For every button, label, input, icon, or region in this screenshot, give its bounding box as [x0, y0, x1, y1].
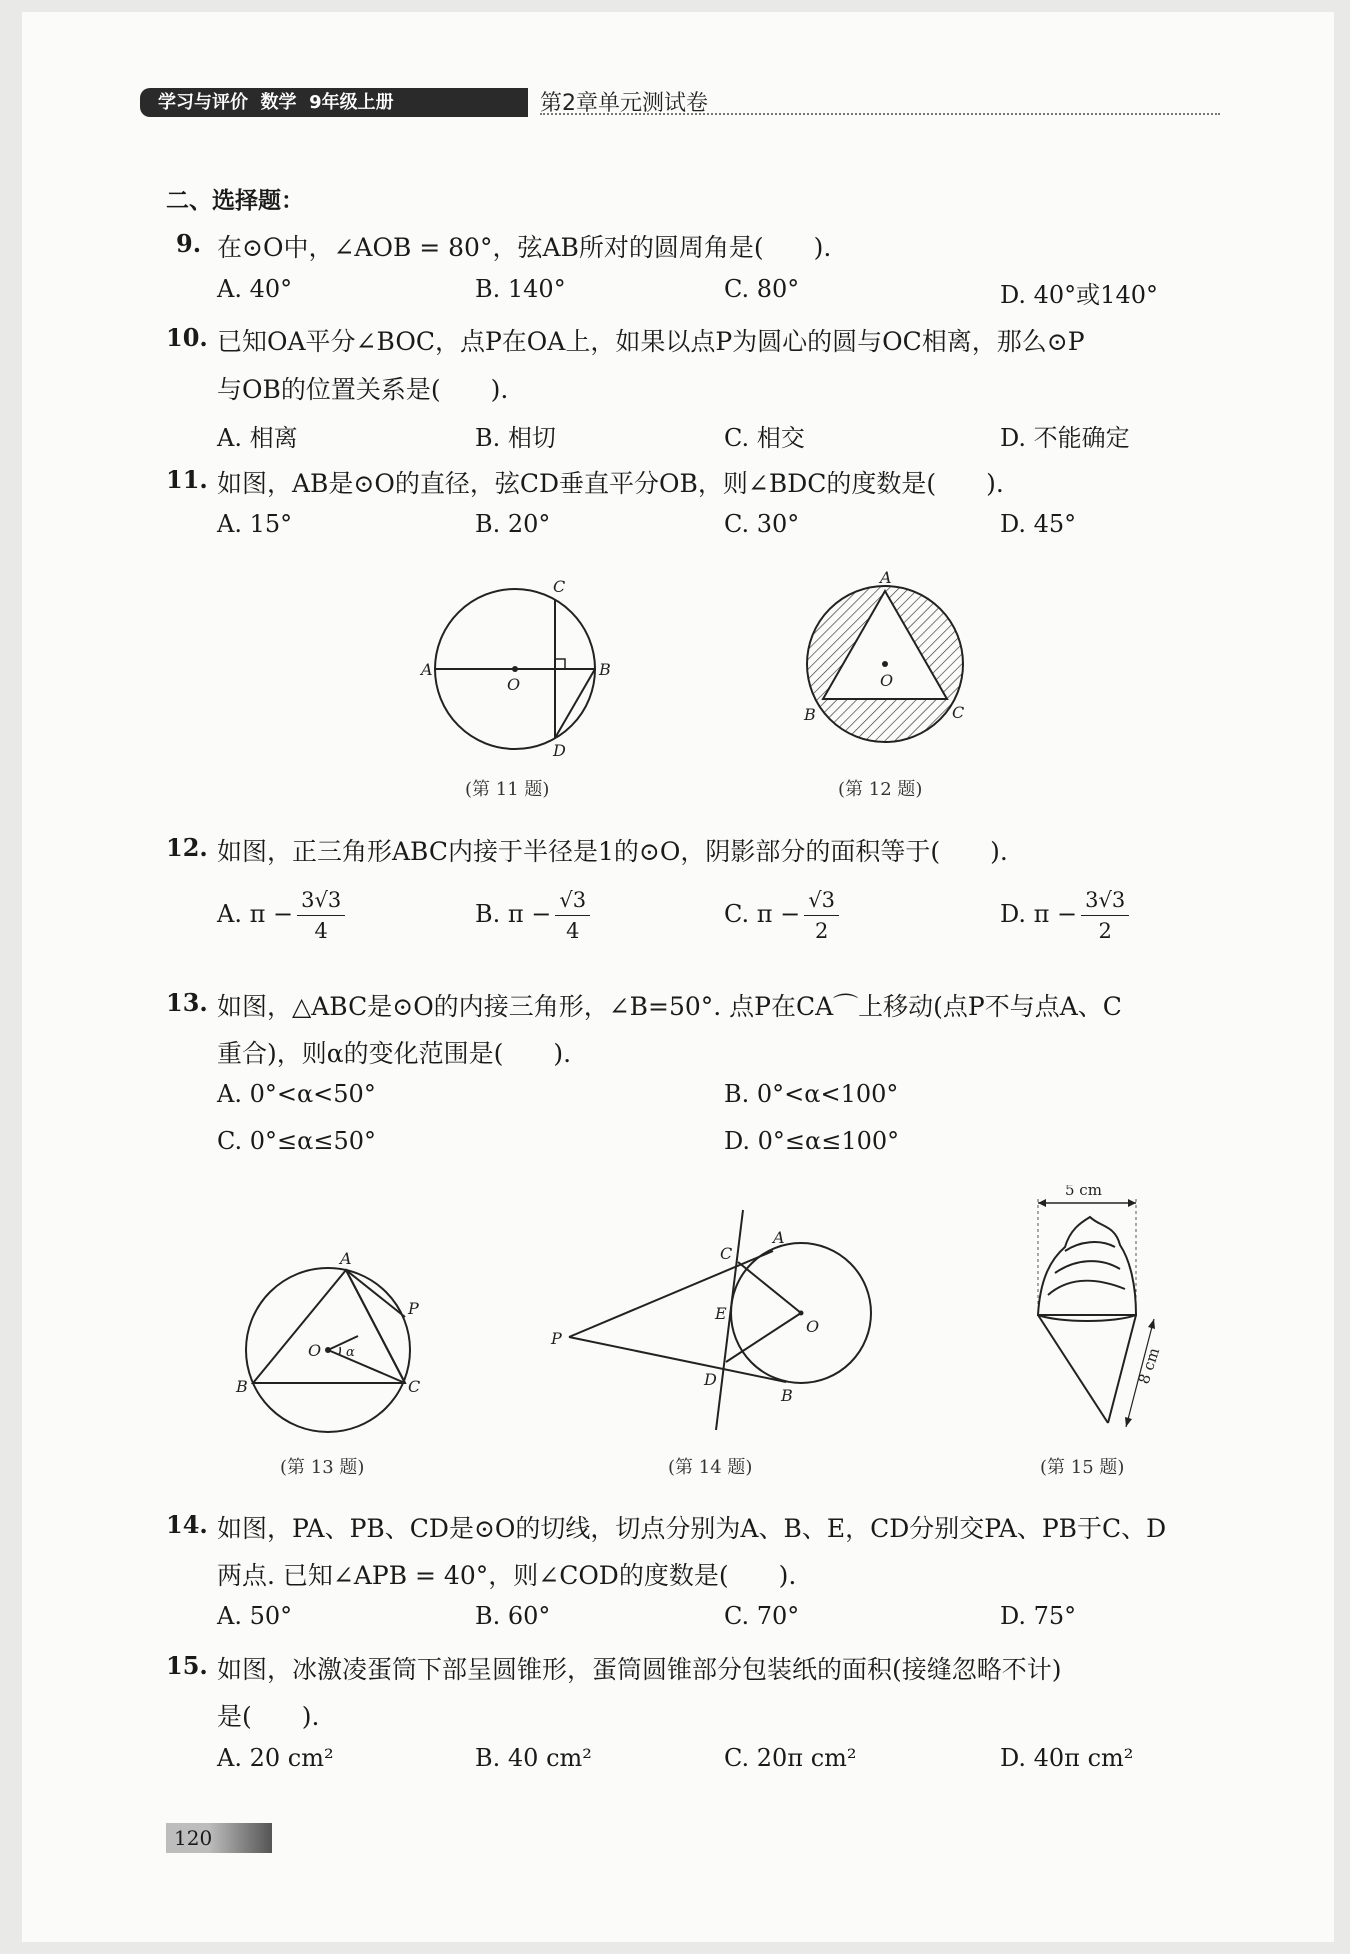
fig14-label-e: E	[715, 1304, 727, 1323]
fig11-label-d: D	[553, 741, 566, 760]
figure-14-diagram	[548, 1205, 878, 1440]
q13-option-c: C. 0°≤α≤50°	[217, 1127, 376, 1155]
q14-option-a: A. 50°	[217, 1602, 293, 1630]
q11-option-a: A. 15°	[217, 510, 293, 538]
q12-option-c-numerator: √3	[804, 885, 839, 916]
fig13-label-o: O	[308, 1341, 322, 1360]
q15-option-a: A. 20 cm²	[217, 1744, 334, 1772]
question-15-number: 15.	[166, 1651, 208, 1680]
q11-option-c: C. 30°	[724, 510, 800, 538]
figure-11-caption: (第 11 题)	[465, 779, 550, 800]
question-11-text: 如图，AB是⊙O的直径，弦CD垂直平分OB，则∠BDC的度数是( ).	[217, 469, 1004, 498]
q9-option-b: B. 140°	[475, 275, 566, 303]
fig12-label-c: C	[952, 703, 965, 722]
fig13-label-b: B	[236, 1377, 248, 1396]
section-title: 二、选择题：	[166, 188, 304, 214]
q12-option-c-denominator: 2	[814, 919, 829, 943]
q12-option-d-label: D. π −	[1000, 900, 1078, 928]
fig13-label-p: P	[408, 1299, 419, 1318]
question-13-number: 13.	[166, 988, 208, 1017]
fig12-label-o: O	[880, 671, 894, 690]
q14-option-b: B. 60°	[475, 1602, 551, 1630]
q9-option-d: D. 40°或140°	[1000, 281, 1158, 309]
q14-option-c: C. 70°	[724, 1602, 800, 1630]
q13-option-a: A. 0°<α<50°	[217, 1080, 376, 1108]
question-9-text: 在⊙O中，∠AOB = 80°，弦AB所对的圆周角是( ).	[217, 233, 832, 262]
figure-15-caption: (第 15 题)	[1040, 1457, 1125, 1478]
q12-option-c-fraction	[804, 885, 839, 946]
q13-option-b: B. 0°<α<100°	[724, 1080, 899, 1108]
fig14-label-o: O	[806, 1317, 820, 1336]
question-9-number: 9.	[176, 229, 202, 258]
figure-13-caption: (第 13 题)	[280, 1457, 365, 1478]
q12-option-a	[217, 885, 345, 946]
q12-option-b-label: B. π −	[475, 900, 552, 928]
figure-12-caption: (第 12 题)	[838, 779, 923, 800]
q12-option-b-denominator: 4	[566, 919, 580, 943]
q10-option-a: A. 相离	[217, 424, 298, 452]
fig11-label-c: C	[553, 577, 566, 596]
question-12-number: 12.	[166, 833, 208, 862]
fig11-label-a: A	[421, 660, 433, 679]
q12-option-c	[724, 885, 839, 946]
fig14-label-a: A	[773, 1228, 785, 1247]
q12-option-a-fraction	[297, 885, 345, 946]
header-divider	[540, 113, 1220, 115]
question-10-text-line1: 已知OA平分∠BOC，点P在OA上，如果以点P为圆心的圆与OC相离，那么⊙P	[217, 327, 1085, 356]
q11-option-d: D. 45°	[1000, 510, 1077, 538]
figure-13-diagram	[228, 1250, 428, 1440]
q12-option-b-numerator: √3	[555, 885, 590, 916]
question-14-text-line2: 两点. 已知∠APB = 40°，则∠COD的度数是( ).	[217, 1561, 797, 1590]
question-11-number: 11.	[166, 465, 208, 494]
q12-option-d-fraction	[1081, 885, 1129, 946]
fig13-label-a: A	[340, 1250, 352, 1268]
q15-option-c: C. 20π cm²	[724, 1744, 857, 1772]
fig14-label-c: C	[720, 1244, 733, 1263]
q15-option-d: D. 40π cm²	[1000, 1744, 1134, 1772]
fig14-label-p: P	[551, 1329, 562, 1348]
fig12-label-b: B	[804, 705, 816, 724]
question-12-text: 如图，正三角形ABC内接于半径是1的⊙O，阴影部分的面积等于( ).	[217, 837, 1008, 866]
chapter-title: 第2章单元测试卷	[540, 91, 708, 116]
q14-option-d: D. 75°	[1000, 1602, 1077, 1630]
figure-12-diagram	[790, 568, 980, 758]
q10-option-d: D. 不能确定	[1000, 424, 1130, 452]
question-15-text-line2: 是( ).	[217, 1702, 320, 1731]
figure-15-diagram	[1020, 1185, 1180, 1440]
q10-option-b: B. 相切	[475, 424, 556, 452]
fig11-label-o: O	[507, 675, 521, 694]
q12-option-a-numerator: 3√3	[297, 885, 345, 916]
fig15-label-slant: 8 cm	[1134, 1345, 1164, 1387]
fig13-label-c: C	[408, 1377, 421, 1396]
q12-option-c-label: C. π −	[724, 900, 801, 928]
q12-option-b	[475, 885, 590, 946]
q10-option-c: C. 相交	[724, 424, 805, 452]
fig14-label-d: D	[704, 1370, 717, 1389]
q12-option-d	[1000, 885, 1129, 946]
question-15-text-line1: 如图，冰激凌蛋筒下部呈圆锥形，蛋筒圆锥部分包装纸的面积(接缝忽略不计)	[217, 1655, 1062, 1684]
figure-14-caption: (第 14 题)	[668, 1457, 753, 1478]
question-14-number: 14.	[166, 1510, 208, 1539]
q12-option-d-denominator: 2	[1098, 919, 1112, 943]
fig14-label-b: B	[781, 1386, 793, 1405]
fig13-label-alpha: α	[346, 1345, 355, 1360]
q13-option-d: D. 0°≤α≤100°	[724, 1127, 900, 1155]
q12-option-a-label: A. π −	[217, 900, 294, 928]
book-title-banner: 学习与评价 数学 9年级上册	[140, 88, 528, 117]
figure-11-diagram	[415, 572, 615, 762]
question-13-text-line2: 重合)，则α的变化范围是( ).	[217, 1039, 572, 1068]
q9-option-a: A. 40°	[217, 275, 293, 303]
fig12-label-a: A	[880, 568, 892, 587]
q12-option-a-denominator: 4	[314, 919, 328, 943]
question-14-text-line1: 如图，PA、PB、CD是⊙O的切线，切点分别为A、B、E，CD分别交PA、PB于C、D	[217, 1514, 1167, 1543]
question-10-text-line2: 与OB的位置关系是( ).	[217, 375, 509, 404]
q12-option-d-numerator: 3√3	[1081, 885, 1129, 916]
question-10-number: 10.	[166, 323, 208, 352]
q11-option-b: B. 20°	[475, 510, 551, 538]
question-13-text-line1: 如图，△ABC是⊙O的内接三角形，∠B=50°. 点P在CA⌒上移动(点P不与点A、C	[217, 992, 1122, 1021]
q9-option-c: C. 80°	[724, 275, 800, 303]
q12-option-b-fraction	[555, 885, 590, 946]
page-number: 120	[166, 1823, 272, 1853]
q15-option-b: B. 40 cm²	[475, 1744, 592, 1772]
fig15-label-width: 5 cm	[1065, 1185, 1102, 1199]
fig11-label-b: B	[599, 660, 611, 679]
